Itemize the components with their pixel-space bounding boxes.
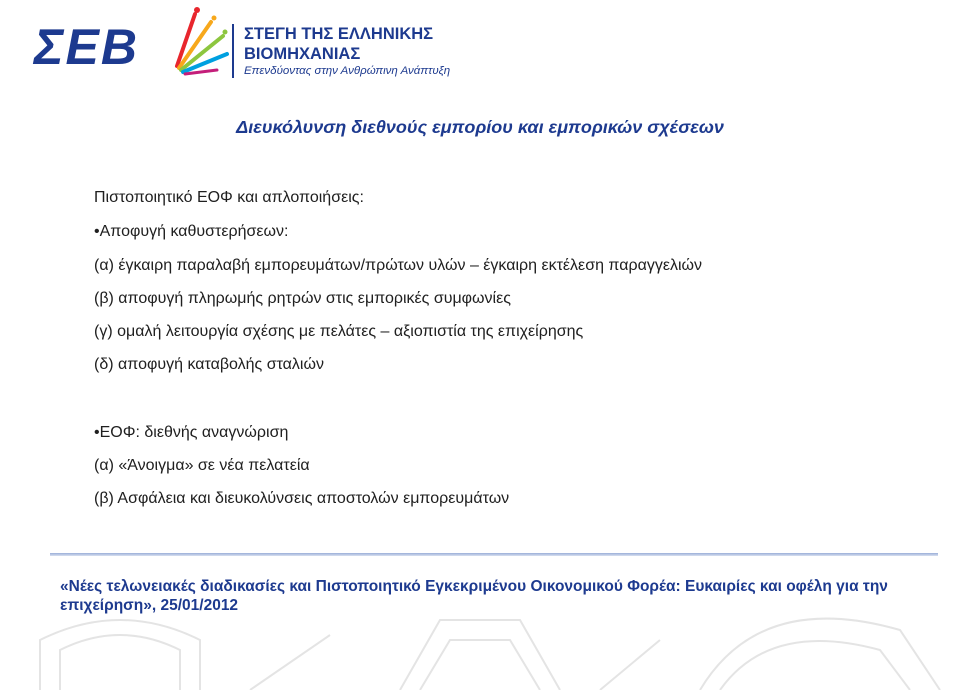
- list-item-a: (α) έγκαιρη παραλαβή εμπορευμάτων/πρώτων υλών – έγκαιρη εκτέλεση παραγγελιών: [94, 257, 702, 274]
- logo-burst-icon: [165, 4, 231, 76]
- intro-line: Πιστοποιητικό ΕΟΦ και απλοποιήσεις:: [94, 189, 364, 206]
- logo-divider: [232, 24, 234, 78]
- list-item-c: (γ) ομαλή λειτουργία σχέσης με πελάτες – αξιοπιστία της επιχείρησης: [94, 323, 584, 340]
- bullet-recognition: •ΕΟΦ: διεθνής αναγνώριση: [94, 424, 289, 441]
- logo-sev-mark: ΣΕΒ: [34, 19, 139, 75]
- logo-tagline: Επενδύοντας στην Ανθρώπινη Ανάπτυξη: [244, 65, 451, 77]
- list-item-b: (β) αποφυγή πληρωμής ρητρών στις εμπορικές συμφωνίες: [94, 290, 511, 307]
- footer-divider: [50, 553, 938, 556]
- bullet-delays: •Αποφυγή καθυστερήσεων:: [94, 223, 289, 240]
- list-item-recognition-b: (β) Ασφάλεια και διευκολύνσεις αποστολών εμπορευμάτων: [94, 490, 510, 507]
- slide-title: Διευκόλυνση διεθνούς εμπορίου και εμπορικών σχέσεων: [236, 117, 724, 137]
- list-item-d: (δ) αποφυγή καταβολής σταλιών: [94, 356, 324, 373]
- list-item-recognition-a: (α) «Άνοιγμα» σε νέα πελατεία: [94, 457, 310, 474]
- logo-name-line1: ΣΤΕΓΗ ΤΗΣ ΕΛΛΗΝΙΚΗΣ: [244, 25, 434, 43]
- footer-caption: «Νέες τελωνειακές διαδικασίες και Πιστοποιητικό Εγκεκριμένου Οικονομικού Φορέα: Ευκαιρίες και οφέλη για την επιχείρηση», 25/01/2012: [60, 578, 888, 614]
- logo-name-line2: ΒΙΟΜΗΧΑΝΙΑΣ: [244, 45, 361, 63]
